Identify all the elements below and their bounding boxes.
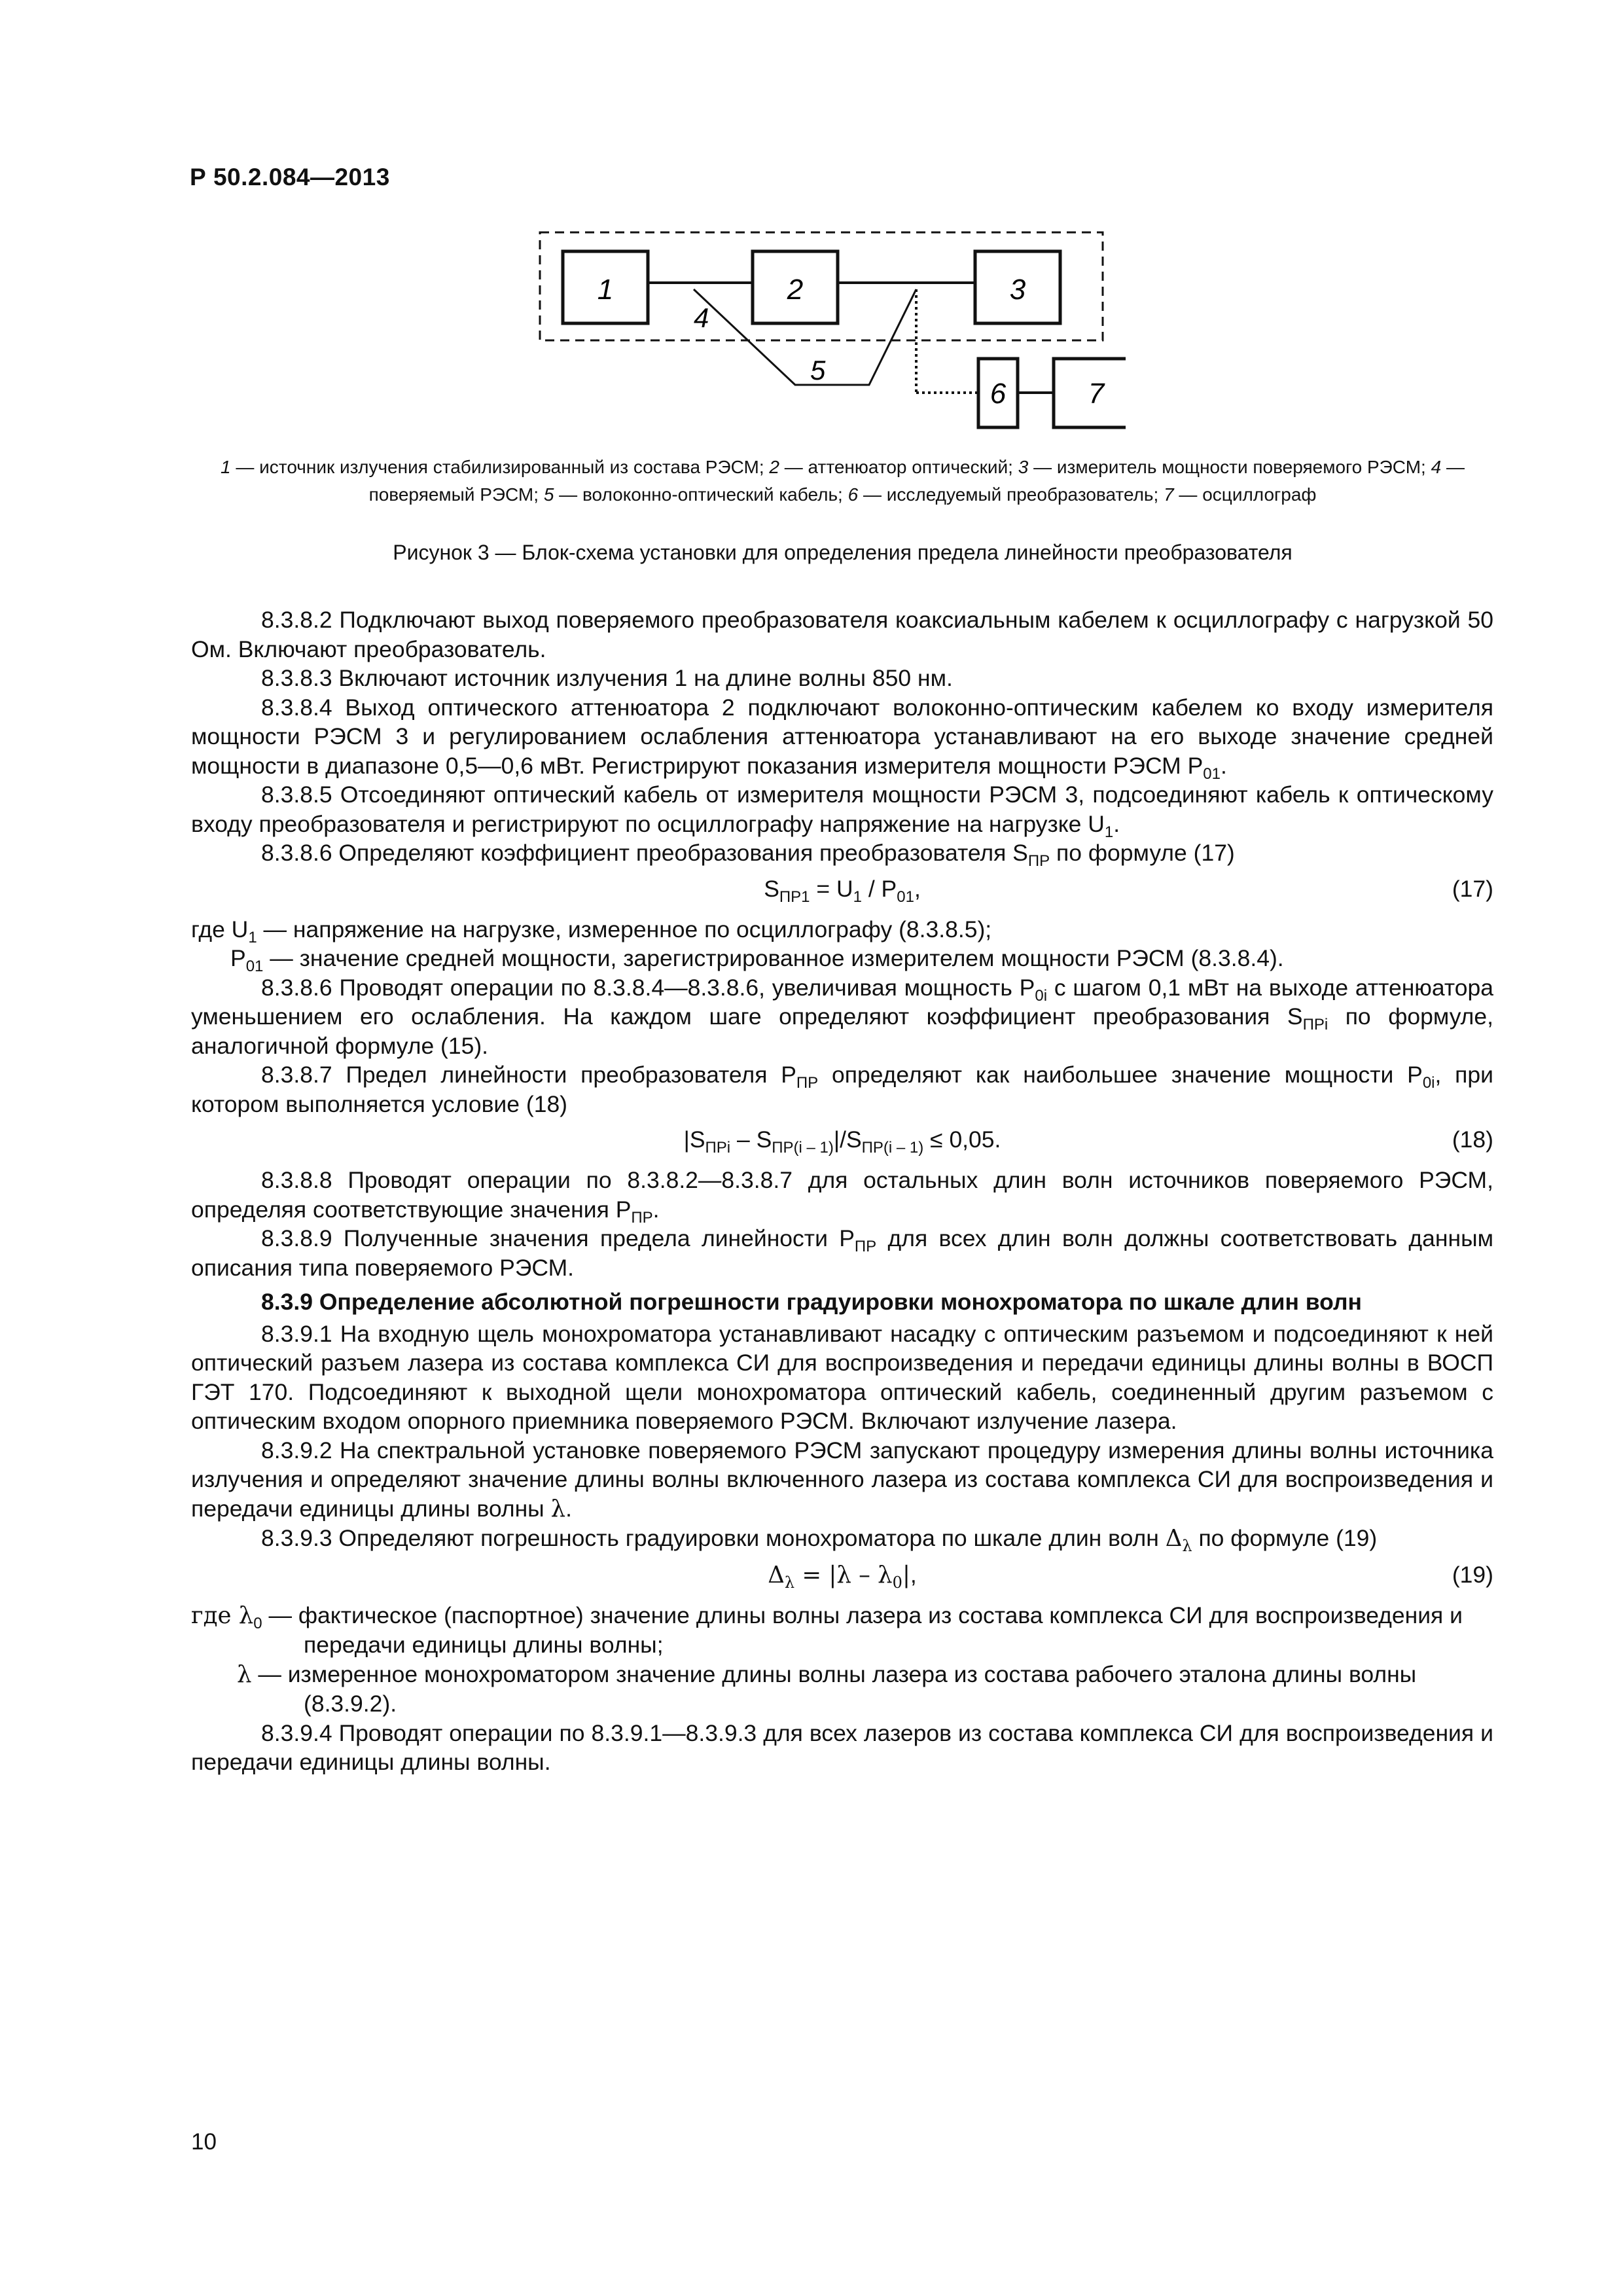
- paragraph-8388: 8.3.8.8 Проводят операции по 8.3.8.2—8.3.8.7 для остальных длин волн источников поверяемого РЭСМ, определяя соответствующие значения $P_{ПР}$.: [191, 1167, 1493, 1227]
- equation-17: $S_{ПР1} = U_1 / P_{01}$, (17): [764, 875, 1493, 906]
- equation-18: $|S_{ПРi} - S_{ПР(i - 1)}|/S_{ПР(i - 1)} \le 0,05$. (18): [683, 1126, 1493, 1157]
- document-code: Р 50.2.084—2013: [190, 164, 390, 190]
- paragraph-8392: 8.3.9.2 На спектральной установке поверяемого РЭСМ запускают процедуру измерения длины волны источника излучения и определяют значение длины волны включенного лазера из состава комплекса СИ для воспроизведения и передачи единицы длины волны λ.: [191, 1437, 1493, 1522]
- page-number: 10: [191, 2129, 217, 2155]
- block-label: 3: [1009, 274, 1026, 306]
- body-text: [191, 605, 1493, 1777]
- section-heading-839: 8.3.9 Определение абсолютной погрешности градуировки монохроматора по шкале длин волн: [261, 1289, 1362, 1315]
- block-diagram: [537, 229, 1126, 439]
- paragraph-8386: 8.3.8.6 Определяют коэффициент преобразования преобразователя $S_{ПР}$ по формуле (17): [261, 840, 1235, 870]
- paragraph-8382: 8.3.8.2 Подключают выход поверяемого преобразователя коаксиальным кабелем к осциллографу с нагрузкой 50 Ом. Включают преобразователь.: [191, 607, 1493, 662]
- block-label: 7: [1088, 378, 1105, 410]
- where-lambda0: где $\lambda_0$ — фактическое (паспортное) значение длины волны лазера из состава комплекса СИ для воспроизведения и передачи единицы длины волны;: [191, 1602, 1463, 1658]
- paragraph-8394: 8.3.9.4 Проводят операции по 8.3.9.1—8.3.9.3 для всех лазеров из состава комплекса СИ для воспроизведения и передачи единицы длины волны.: [191, 1719, 1493, 1775]
- paragraph-8389: 8.3.8.9 Полученные значения предела линейности $P_{ПР}$ для всех длин волн должны соответствовать данным описания типа поверяемого РЭСМ.: [191, 1225, 1493, 1281]
- where-u1: где $U_1$ — напряжение на нагрузке, измеренное по осциллографу (8.3.8.5);: [191, 916, 992, 946]
- block-label: 2: [787, 274, 804, 306]
- resm-label: 4: [694, 302, 709, 333]
- equation-19: $\Delta_\lambda = |\lambda - \lambda_0|$, (19): [768, 1561, 1493, 1592]
- figure-title: Рисунок 3 — Блок-схема установки для определения предела линейности преобразователя: [393, 541, 1293, 564]
- cable-label: 5: [810, 355, 826, 386]
- figure-legend: 1 — источник излучения стабилизированный из состава РЭСМ; 2 — аттенюатор оптический; 3 — измеритель мощности поверяемого РЭСМ; 4 — поверяемый РЭСМ; 5 — волоконно-оптический кабель; 6 — исследуемый преобразователь; 7 — осциллограф: [221, 457, 1465, 505]
- paragraph-8387: 8.3.8.7 Предел линейности преобразователя $P_{ПР}$ определяют как наибольшее значение мощности $P_{0i}$, при котором выполняется условие (18): [191, 1062, 1493, 1117]
- paragraph-8393: 8.3.9.3 Определяют погрешность градуировки монохроматора по шкале длин волн $\Delta_\lambda$ по формуле (19): [261, 1525, 1378, 1556]
- block-label: 6: [990, 378, 1007, 410]
- paragraph-8383: 8.3.8.3 Включают источник излучения 1 на длине волны 850 нм.: [261, 665, 953, 691]
- paragraph-8384: 8.3.8.4 Выход оптического аттенюатора 2 подключают волоконно-оптическим кабелем ко входу измерителя мощности РЭСМ 3 и регулированием ослабления аттенюатора устанавливают на его выходе значение средней мощности в диапазоне 0,5—0,6 мВт. Регистрируют показания измерителя мощности РЭСМ $P_{01}$.: [191, 694, 1493, 783]
- paragraph-8386-repeat: 8.3.8.6 Проводят операции по 8.3.8.4—8.3.8.6, увеличивая мощность $P_{0i}$ с шагом 0,1 мВт на выходе аттенюатора уменьшением его ослабления. На каждом шаге определяют коэффициент преобразования $S_{ПРi}$ по формуле, аналогичной формуле (15).: [191, 974, 1494, 1059]
- paragraph-8391: 8.3.9.1 На входную щель монохроматора устанавливают насадку с оптическим разъемом и подсоединяют к ней оптический разъем лазера из состава комплекса СИ для воспроизведения и передачи единицы длины волны в ВОСП ГЭТ 170. Подсоединяют к выходной щели монохроматора оптический кабель, соединенный другим разъемом с оптическим входом опорного приемника поверяемого РЭСМ. Включают излучение лазера.: [191, 1320, 1493, 1434]
- block-label: 1: [597, 274, 614, 306]
- where-p01: $P_{01}$ — значение средней мощности, зарегистрированное измерителем мощности РЭСМ (8.3.8.4).: [230, 945, 1284, 976]
- where-lambda: λ — измеренное монохроматором значение длины волны лазера из состава рабочего эталона длины волны (8.3.9.2).: [237, 1660, 1417, 1717]
- paragraph-8385: 8.3.8.5 Отсоединяют оптический кабель от измерителя мощности РЭСМ 3, подсоединяют кабель к оптическому входу преобразователя и регистрируют по осциллографу напряжение на нагрузке $U_1$.: [191, 781, 1493, 841]
